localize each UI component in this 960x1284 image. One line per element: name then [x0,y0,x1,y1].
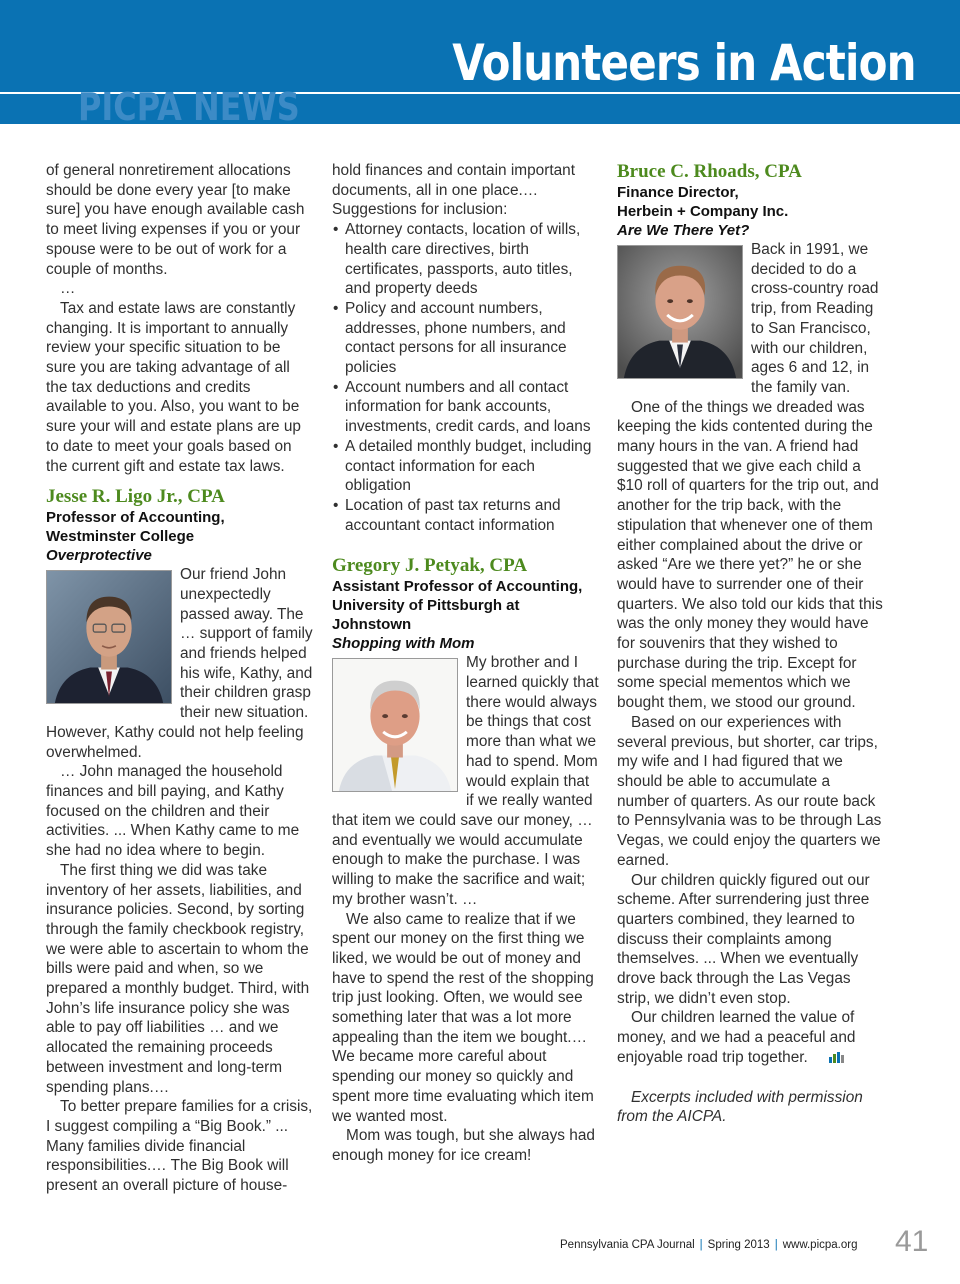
col3-paragraph-4: Our children quickly figured out our scheme. After surrendering just three quarters combined, they learned to discuss their complaints among themselves. ... When we eventually drove back through the Las Vegas strip, we didn’t even stop. [617,871,870,1007]
column-3 [617,161,885,1127]
page-footer [560,1239,858,1251]
list-item: • Account numbers and all contact information for bank accounts, investments, credit cards, and loans [332,378,600,437]
footer-issue: Spring 2013 [707,1239,770,1251]
column-1 [46,161,314,1196]
portrait-photo-petyak [332,658,458,792]
profile-topic-rhoads: Are We There Yet? [617,222,750,239]
col3-paragraph-3: Based on our experiences with several previous, but shorter, car trips, my wife and I had figured that we should be able to accumulate a number of quarters. As our route back to Pennsylvania was to be through Las Vegas, we could enjoy the quarters we earned. [617,713,882,869]
col1-paragraph-3: Our friend John unexpectedly passed away. The … support of family and friends helped his wife, Kathy, and their children grasp their new situation. However, Kathy could not help feeling overwhelmed. [46,566,313,761]
spacer [617,1068,885,1088]
spacer [332,535,600,555]
page-number: 41 [895,1225,929,1258]
profile-title-petyak-1: Assistant Professor of Accounting, [332,578,583,596]
excerpt-credit: Excerpts included with permission from the AICPA. [617,1088,863,1126]
profile-name-petyak: Gregory J. Petyak, CPA [332,555,528,577]
col1-paragraph-4: … John managed the household finances and bill paying, and Kathy focused on the children and their activities. ... When Kathy came to me she had no idea where to begin. [46,763,300,860]
col2-paragraph-1: hold finances and contain important documents, all in one place.… [332,162,575,199]
list-item: • Location of past tax returns and accountant contact information [332,496,600,535]
portrait-photo-rhoads [617,245,743,379]
header-banner [0,0,960,129]
col2-paragraph-3: My brother and I learned quickly that there would always be things that cost more than what we had to spend. Mom would explain that if we really wanted that item we could save our money, … and eventually we would accumulate enough to make the purchase. I was willing to make the sacrifice and wait; my brother wasn’t. … [332,654,599,908]
footer-separator: | [699,1239,703,1251]
suggestions-list [332,220,600,535]
spacer [46,476,314,486]
profile-name-rhoads: Bruce C. Rhoads, CPA [617,161,802,182]
list-item: • Attorney contacts, location of wills, health care directives, birth certificates, passports, auto titles, and property deeds [332,220,600,299]
footer-journal: Pennsylvania CPA Journal [560,1239,695,1251]
section-title: Volunteers in Action [452,34,916,92]
col3-paragraph-2: One of the things we dreaded was keeping the kids contented during the many hours in the van. A friend had suggested that we give each child a $10 roll of quarters for the trip out, and another for the trip back, with the stipulation that whenever one of them either complained about the drive or asked “Are we there yet?” he or she would have to surrender one of their quarters. We also told our kids that this was the only money they would have for souvenirs that they wished to purchase during the trip. Except for some special mementos which we bought them, we stood our ground. [617,398,883,712]
profile-topic-petyak: Shopping with Mom [332,635,475,653]
col3-paragraph-5-wrap [617,1008,885,1067]
list-item: • A detailed monthly budget, including contact information for each obligation [332,437,600,496]
col2-paragraph-5: Mom was tough, but she always had enough money for ice cream! [332,1127,595,1164]
portrait-photo-ligo [46,570,172,704]
picpa-end-mark-icon [814,1050,832,1064]
col1-paragraph-2: Tax and estate laws are constantly changing. It is important to annually review your specific situation to be sure you are taking advantage of all the tax deductions and credits available to you. Also, you want to be sure your will and estate plans are up to date to meet your goals based on the current gift and estate tax laws. [46,299,301,475]
profile-title-ligo-2: Westminster College [46,528,195,546]
col1-paragraph-1: of general nonretirement allocations should be done every year [to make sure] you have enough available cash to meet living expenses if you or your spouse were to be out of work for a couple of months. [46,162,305,278]
col2-paragraph-4: We also came to realize that if we spent our money on the first thing we liked, we would be out of money and have to spend the rest of the shopping trip just looking. Often, we would see something later that was a lot more appealing than the item we bought.… We became more careful about spending our money so quickly and spent more time evaluating which item we wanted most. [332,910,594,1125]
profile-title-rhoads-1: Finance Director, [617,184,739,201]
col3-paragraph-1: Back in 1991, we decided to do a cross-country road trip, from Reading to San Francisco, with our children, ages 6 and 12, in the family van. [751,241,879,396]
profile-name-ligo: Jesse R. Ligo Jr., CPA [46,486,225,508]
profile-title-rhoads-2: Herbein + Company Inc. [617,203,789,220]
col1-paragraph-5: The first thing we did was take inventory of her assets, liabilities, and insurance policies. Second, by sorting through the family checkbook registry, we were able to ascertain to whom the bills were paid and when, so we prepared a monthly budget. Third, with John’s life insurance policy she was able to pay off liabilities … and we allocated the remaining proceeds between investment and long-term spending plans.… [46,861,310,1096]
profile-title-ligo-1: Professor of Accounting, [46,509,225,527]
col3-paragraph-5: Our children learned the value of money, and we had a peaceful and enjoyable road trip together. [617,1009,856,1066]
col1-paragraph-6: To better prepare families for a crisis, I suggest compiling a “Big Book.” ... Many families divide financial responsibilities.… The Big Book will present an overall picture of house- [46,1098,313,1195]
publication-name: PICPA NEWS [78,85,300,129]
profile-topic-ligo: Overprotective [46,547,152,565]
col1-ellipsis: … [60,280,76,298]
profile-title-petyak-3: Johnstown [332,616,412,634]
profile-title-petyak-2: University of Pittsburgh at [332,597,520,615]
footer-website[interactable]: www.picpa.org [782,1239,858,1251]
list-item: • Policy and account numbers, addresses, phone numbers, and contact persons for all insurance policies [332,299,600,378]
col2-paragraph-2: Suggestions for inclusion: [332,201,508,219]
column-2 [332,161,600,1166]
footer-separator: | [774,1239,778,1251]
